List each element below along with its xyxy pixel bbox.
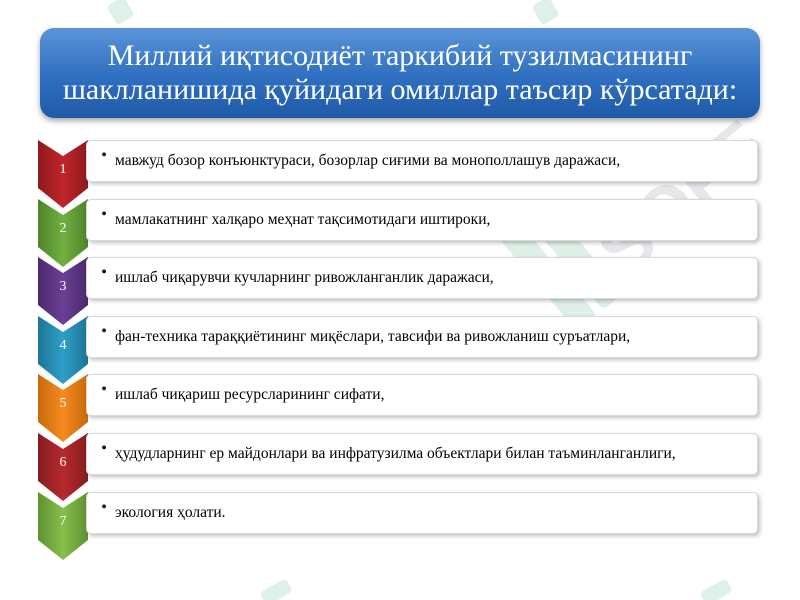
item-box — [86, 140, 758, 182]
bullet-icon: • — [101, 264, 107, 282]
bullet-icon: • — [101, 205, 107, 223]
item-number: 6 — [59, 455, 67, 470]
item-number: 2 — [59, 220, 67, 236]
item-box — [86, 257, 758, 299]
item-text: ишлаб чиқариш ресурсларининг сифати, — [115, 386, 385, 404]
page-title: Миллий иқтисодиёт таркибий тузилмасининг шаклланишида қуйидаги омиллар таъсир кўрсатади: — [62, 39, 738, 106]
item-number: 5 — [59, 396, 67, 412]
bullet-icon: • — [101, 147, 107, 164]
item-number: 4 — [59, 337, 67, 353]
list-item — [38, 433, 762, 491]
list-item — [38, 257, 762, 315]
item-text: мамлакатнинг халқаро меҳнат тақсимотидаги иштироки, — [115, 210, 491, 228]
item-text: ҳудудларнинг ер майдонлари ва инфратузилма объектлари билан таъминланганлиги, — [115, 445, 676, 462]
item-number: 3 — [59, 279, 67, 295]
bullet-icon: • — [101, 381, 107, 399]
item-text: фан-техника тараққиётининг миқёслари, тавсифи ва ривожланиш суръатлари, — [115, 327, 631, 345]
item-text: мавжуд бозор конъюнктураси, бозорлар сиғими ва монополлашув даражаси, — [115, 152, 621, 169]
item-box — [86, 316, 758, 358]
list-item — [38, 374, 762, 432]
list-item — [38, 316, 762, 374]
item-box — [86, 199, 758, 241]
list-item — [38, 492, 762, 550]
bullet-icon: • — [101, 322, 107, 340]
list-item — [38, 199, 762, 257]
item-box — [86, 492, 758, 534]
bullet-icon: • — [101, 440, 107, 457]
item-box — [86, 433, 758, 475]
item-text: экология ҳолати. — [115, 503, 226, 521]
item-number: 7 — [59, 513, 67, 529]
bullet-icon: • — [101, 498, 107, 516]
item-number: 1 — [59, 162, 67, 177]
item-box — [86, 374, 758, 416]
list-item — [38, 140, 762, 198]
item-text: ишлаб чиқарувчи кучларнинг ривожланганлик даражаси, — [115, 269, 494, 287]
